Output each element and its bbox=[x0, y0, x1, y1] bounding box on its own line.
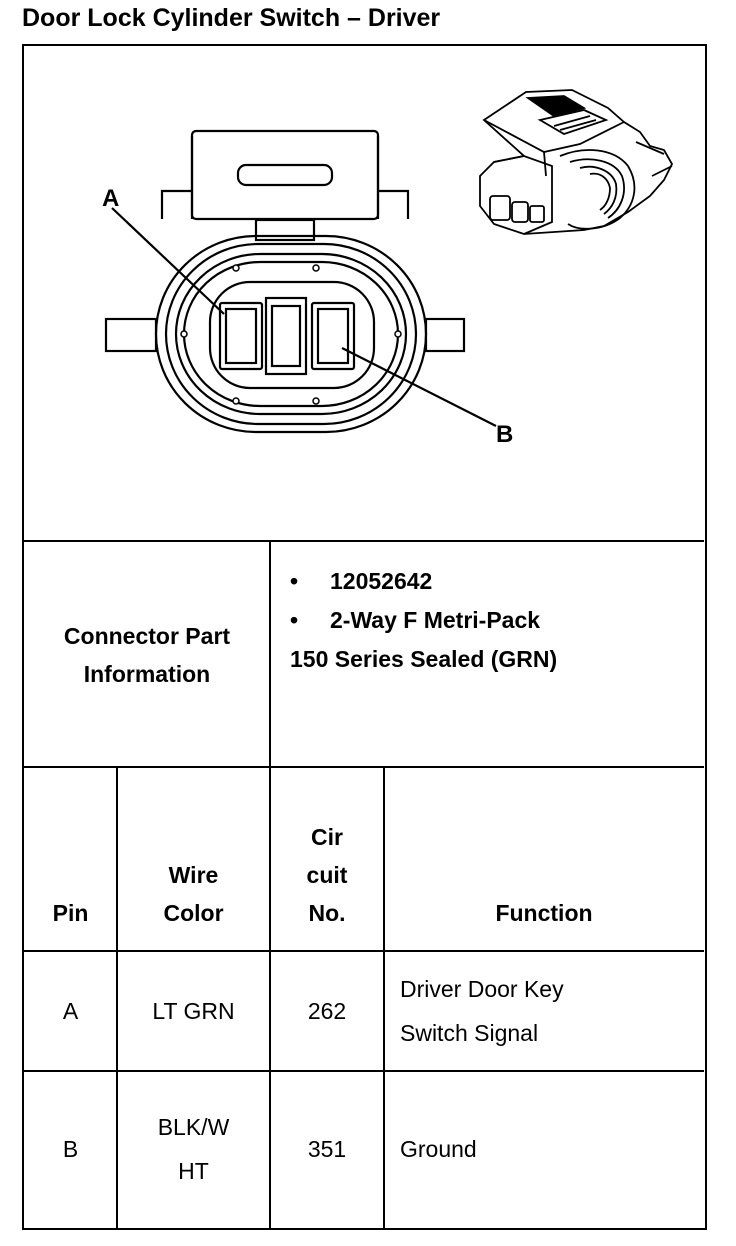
latch-slot bbox=[238, 165, 332, 185]
connector-table-frame bbox=[22, 44, 707, 1230]
leader-line-a bbox=[112, 208, 224, 314]
latch-shoulders bbox=[162, 191, 408, 219]
divider-diagram bbox=[24, 540, 704, 542]
side-tab-right bbox=[426, 319, 464, 351]
terminal-a-inner bbox=[226, 309, 256, 363]
page-title: Door Lock Cylinder Switch – Driver bbox=[22, 4, 441, 32]
row-a-wire-color: LT GRN bbox=[152, 998, 235, 1024]
connector-part-label bbox=[24, 544, 270, 766]
row-b-wire-color: BLK/W HT bbox=[157, 1114, 230, 1184]
header-wire-color: Wire Color bbox=[163, 862, 224, 926]
connector-isometric-view bbox=[480, 90, 672, 234]
latch-housing-edges bbox=[192, 136, 378, 219]
header-function: Function bbox=[495, 900, 593, 926]
terminal-b-inner bbox=[318, 309, 348, 363]
description-2: 150 Series Sealed (GRN) bbox=[290, 646, 558, 672]
description-1: 2-Way F Metri-Pack bbox=[330, 607, 541, 633]
row-a-function: Driver Door Key Switch Signal bbox=[400, 976, 564, 1046]
part-number: 12052642 bbox=[330, 568, 433, 594]
center-key-inner bbox=[272, 306, 300, 366]
latch-housing bbox=[192, 131, 378, 219]
connector-seal-outer bbox=[166, 244, 416, 424]
bullet-1: • bbox=[290, 568, 299, 594]
side-tab-left bbox=[106, 319, 156, 351]
row-b-function: Ground bbox=[400, 1136, 477, 1162]
header-pin: Pin bbox=[52, 900, 89, 926]
pin-label-b: B bbox=[496, 421, 514, 448]
row-a-circuit: 262 bbox=[307, 998, 347, 1024]
row-b-circuit: 351 bbox=[307, 1136, 347, 1162]
connector-face-drawing bbox=[24, 46, 704, 542]
row-b-pin: B bbox=[62, 1136, 79, 1162]
pin-label-a: A bbox=[102, 185, 120, 212]
header-circuit-no: Cir cuit No. bbox=[306, 824, 348, 926]
connector-part-info bbox=[290, 562, 557, 679]
part-number-line bbox=[290, 562, 557, 601]
connector-diagram bbox=[24, 46, 704, 542]
bullet-2: • bbox=[290, 607, 299, 633]
row-a-pin: A bbox=[62, 998, 79, 1024]
connector-part-label-line1: Connector Part bbox=[63, 623, 231, 649]
description-line-1 bbox=[290, 601, 557, 640]
connector-part-label-line2: Information bbox=[83, 661, 211, 687]
connector-seal-inner bbox=[184, 262, 398, 406]
connector-body bbox=[156, 236, 426, 432]
